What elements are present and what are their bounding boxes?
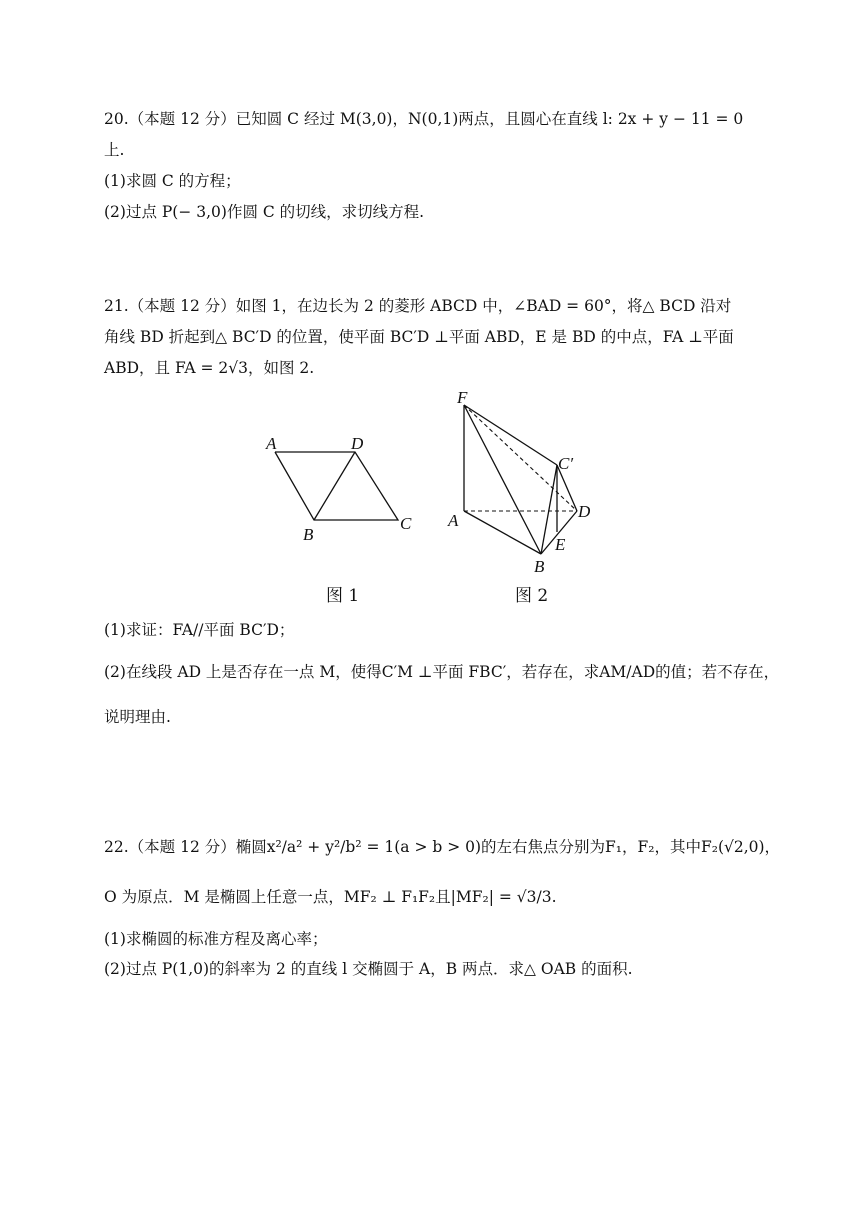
q21-line3: ABD，且 FA = 2√3，如图 2. bbox=[104, 359, 315, 377]
fig2-label-f: F bbox=[457, 388, 468, 407]
fig2-caption: 图 2 bbox=[515, 586, 549, 606]
q20-line2: 上. bbox=[104, 141, 125, 159]
q22-line2: O 为原点．M 是椭圆上任意一点，MF₂ ⊥ F₁F₂且|MF₂| = √3/3. bbox=[104, 888, 557, 906]
diagonal-bd bbox=[314, 452, 355, 520]
fig1-label-a: A bbox=[266, 434, 277, 453]
fig1-label-b: B bbox=[303, 525, 314, 544]
q22-line1: 22.（本题 12 分）椭圆x²/a² + y²/b² = 1(a > b > 0)的左右焦点分别为F₁，F₂，其中F₂(√2,0)， bbox=[104, 838, 781, 856]
fig1-label-c: C bbox=[400, 514, 412, 533]
q21-line1: 21.（本题 12 分）如图 1，在边长为 2 的菱形 ABCD 中，∠BAD = 60°，将△ BCD 沿对 bbox=[104, 297, 732, 315]
fig2-label-c: C′ bbox=[558, 454, 574, 473]
fig2-label-d: D bbox=[578, 502, 591, 521]
q21-part1: (1)求证：FA//平面 BC′D； bbox=[104, 621, 295, 639]
q20-part2: (2)过点 P(− 3,0)作圆 C 的切线，求切线方程. bbox=[104, 203, 425, 221]
q22-part2: (2)过点 P(1,0)的斜率为 2 的直线 l 交椭圆于 A，B 两点．求△ OAB 的面积. bbox=[104, 960, 633, 978]
q20-line1: 20.（本题 12 分）已知圆 C 经过 M(3,0)，N(0,1)两点，且圆心在直线 l: 2x + y − 11 = 0 bbox=[104, 110, 744, 128]
rhombus-outline bbox=[275, 452, 398, 520]
fig1-label-d: D bbox=[351, 434, 364, 453]
fig2-label-e: E bbox=[555, 535, 566, 554]
edge-fc bbox=[464, 405, 557, 465]
fig2-label-b: B bbox=[534, 557, 545, 575]
figure-2-solid bbox=[440, 385, 610, 575]
fig2-label-a: A bbox=[448, 511, 459, 530]
figure-1-rhombus bbox=[255, 425, 435, 550]
q22-part1: (1)求椭圆的标准方程及离心率； bbox=[104, 930, 328, 948]
edge-fb bbox=[464, 405, 541, 554]
q20-part1: (1)求圆 C 的方程； bbox=[104, 172, 241, 190]
q21-line2: 角线 BD 折起到△ BC′D 的位置，使平面 BC′D ⊥平面 ABD，E 是 BD 的中点，FA ⊥平面 bbox=[104, 328, 734, 346]
q21-part2b: 说明理由. bbox=[104, 708, 171, 726]
fig1-caption: 图 1 bbox=[326, 586, 360, 606]
q21-part2: (2)在线段 AD 上是否存在一点 M，使得C′M ⊥平面 FBC′，若存在，求AM/AD的值；若不存在， bbox=[104, 663, 780, 681]
